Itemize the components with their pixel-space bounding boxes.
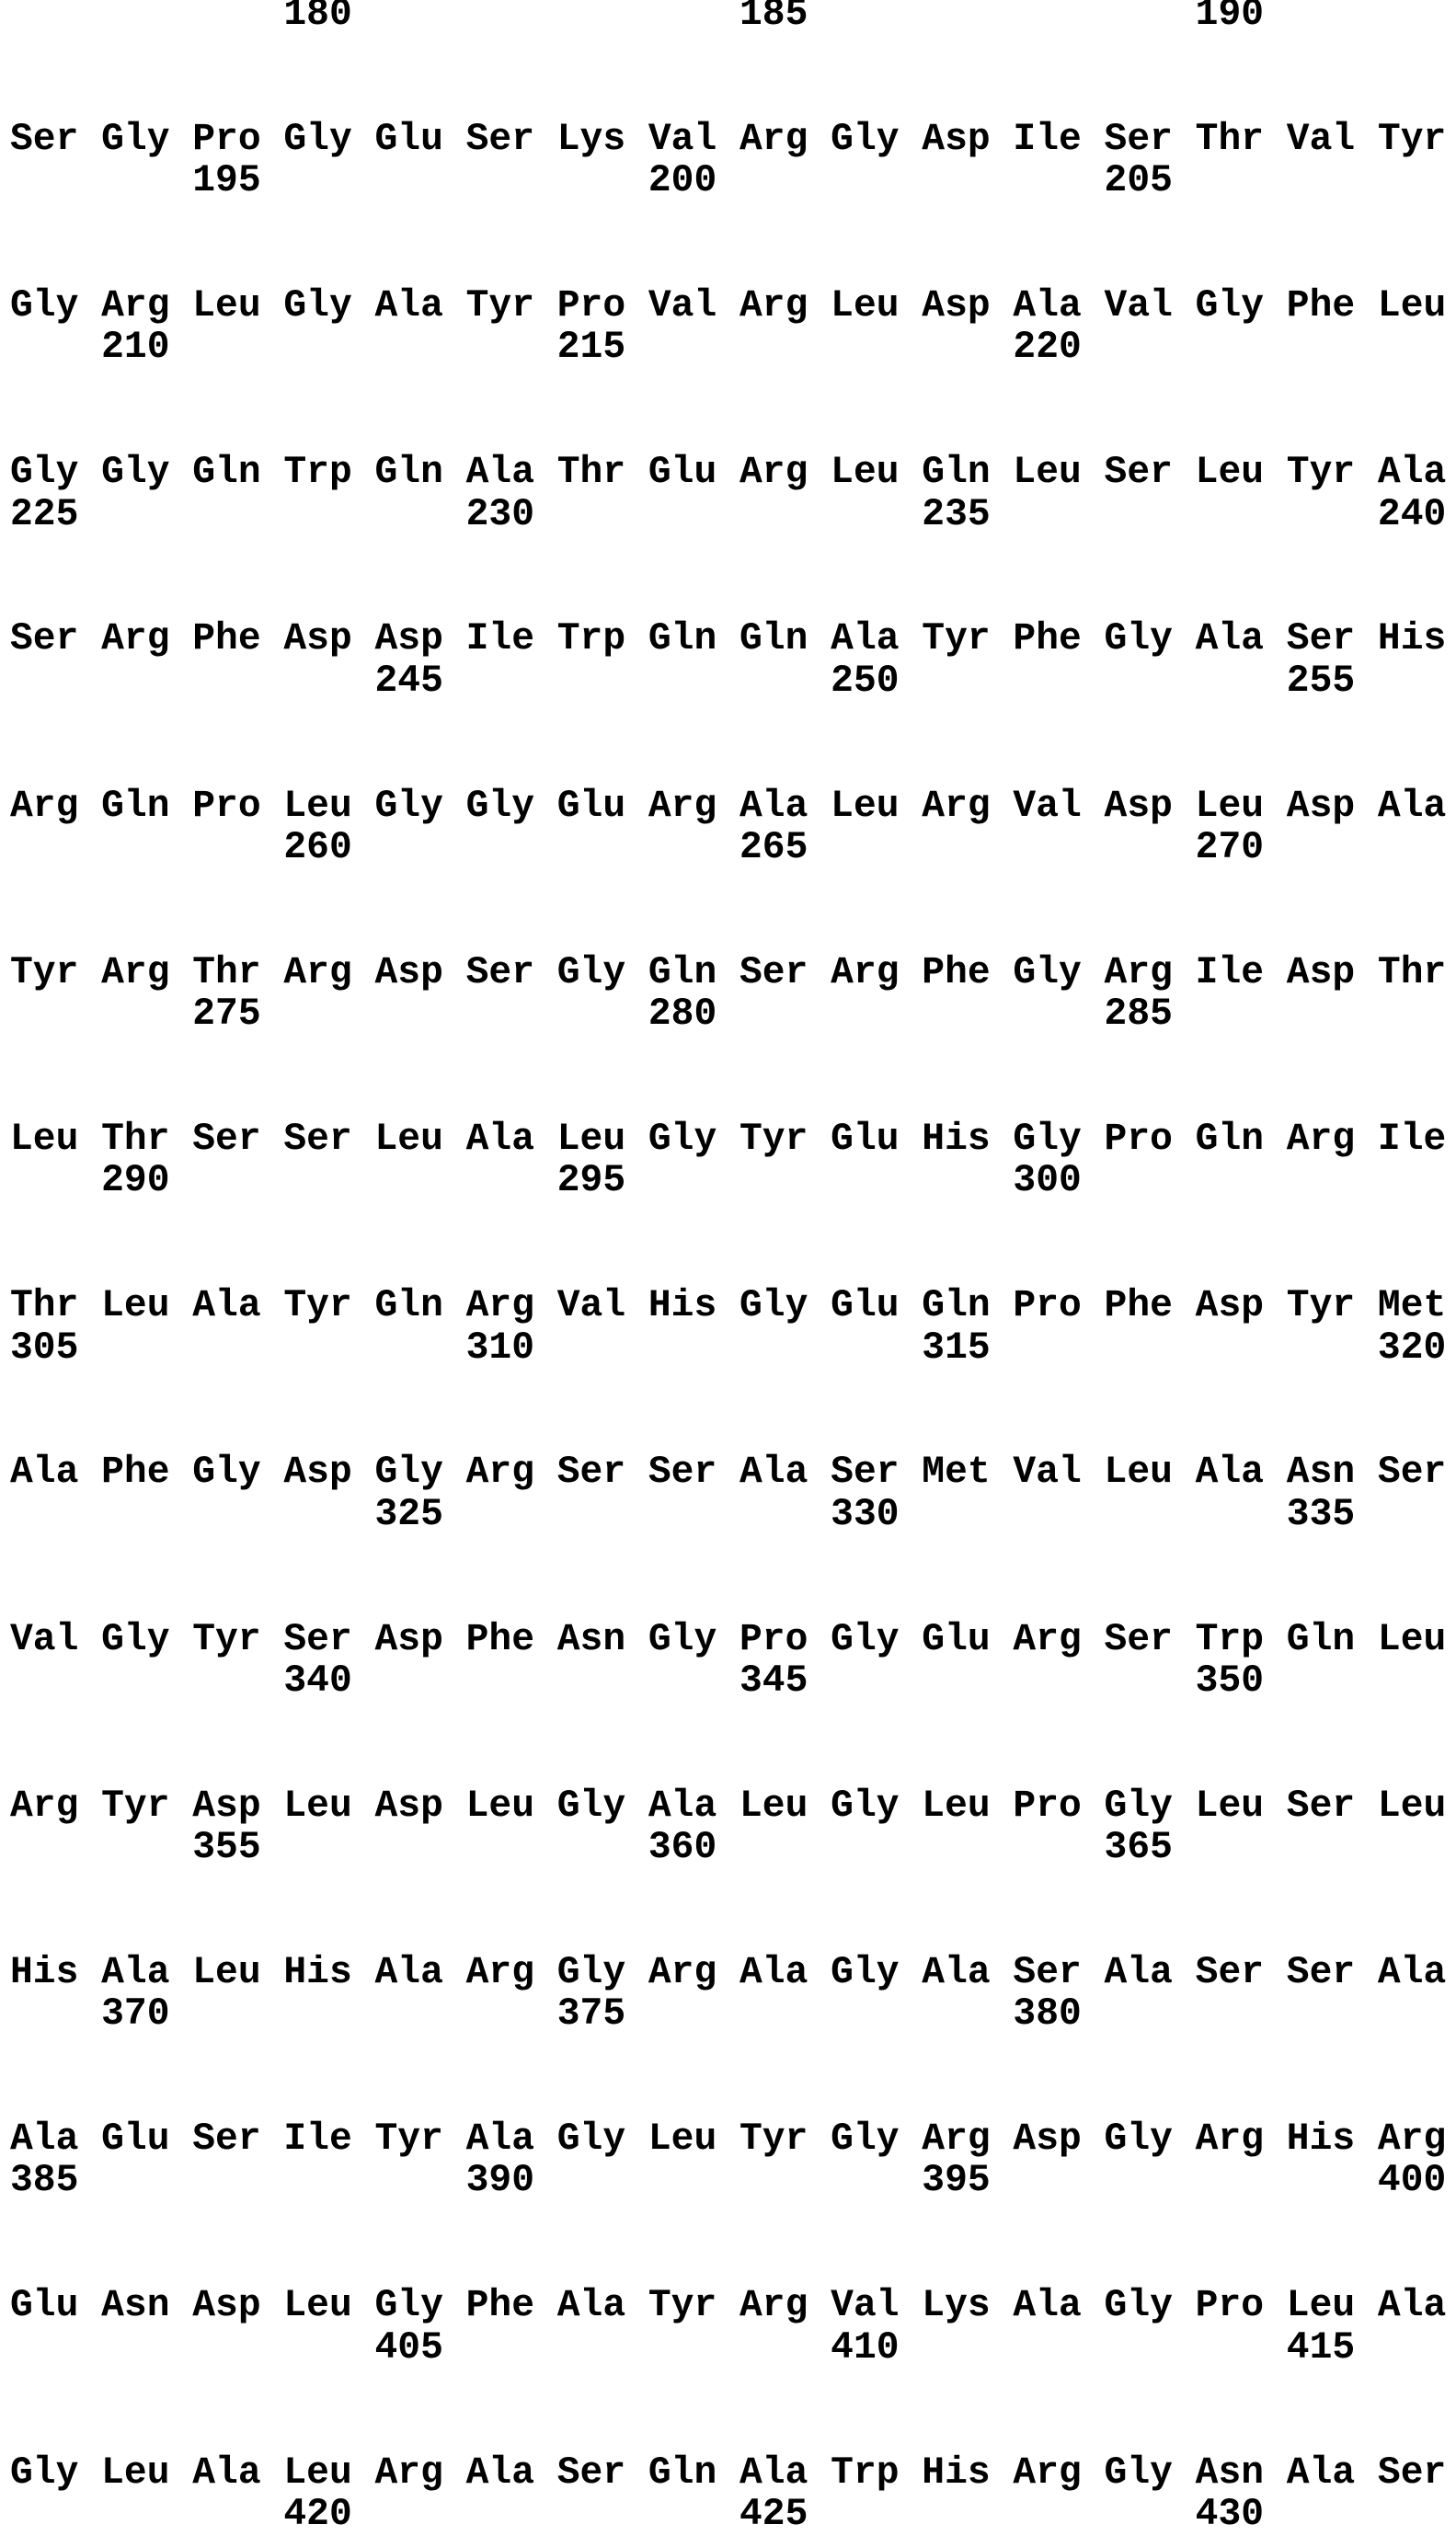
spacer-row <box>10 1203 1446 1245</box>
sequence-row: Tyr Arg Thr Arg Asp Ser Gly Gln Ser Arg Phe Gly Arg Ile Asp Thr <box>10 951 1447 994</box>
spacer-row <box>10 2411 1446 2452</box>
sequence-row: Gly Gly Gln Trp Gln Ala Thr Glu Arg Leu Gln Leu Ser Leu Tyr Ala <box>10 452 1447 495</box>
spacer-row <box>10 2078 1446 2119</box>
sequence-row: Arg Tyr Asp Leu Asp Leu Gly Ala Leu Gly Leu Pro Gly Leu Ser Leu <box>10 1784 1447 1828</box>
residue-number-row: 405 410 415 <box>10 2326 1356 2370</box>
spacer-row <box>10 411 1446 453</box>
residue-number-row: 325 330 335 <box>10 1493 1356 1536</box>
spacer-row <box>10 1411 1446 1452</box>
spacer-row <box>10 744 1446 786</box>
sequence-row: Gly Arg Leu Gly Ala Tyr Pro Val Arg Leu Asp Ala Val Gly Phe Leu <box>10 285 1447 328</box>
sequence-row: Glu Asn Asp Leu Gly Phe Ala Tyr Arg Val Lys Ala Gly Pro Leu Ala <box>10 2285 1447 2328</box>
sequence-row: His Ala Leu His Ala Arg Gly Arg Ala Gly Ala Ser Ala Ser Ser Ala <box>10 1951 1447 1994</box>
residue-number-row: 420 425 430 <box>10 2493 1265 2536</box>
spacer-row <box>10 36 1446 77</box>
sequence-row: Ala Glu Ser Ile Tyr Ala Gly Leu Tyr Gly Arg Asp Gly Arg His Arg <box>10 2118 1447 2162</box>
sequence-row: Ala Phe Gly Asp Gly Arg Ser Ser Ala Ser Met Val Leu Ala Asn Ser <box>10 1452 1447 1495</box>
sequence-row: Arg Gln Pro Leu Gly Gly Glu Arg Ala Leu Arg Val Asp Leu Asp Ala <box>10 785 1447 828</box>
spacer-row <box>10 1536 1446 1578</box>
spacer-row <box>10 869 1446 911</box>
spacer-row <box>10 912 1446 953</box>
spacer-row <box>10 245 1446 286</box>
spacer-row <box>10 1911 1446 1953</box>
spacer-row <box>10 703 1446 744</box>
sequence-row: Ser Gly Pro Gly Glu Ser Lys Val Arg Gly Asp Ile Ser Thr Val Tyr <box>10 118 1447 161</box>
spacer-row <box>10 1245 1446 1286</box>
residue-number-row: 210 215 220 <box>10 327 1082 370</box>
spacer-row <box>10 1370 1446 1411</box>
residue-number-row: 355 360 365 <box>10 1827 1173 1870</box>
spacer-row <box>10 1703 1446 1744</box>
residue-number-row: 245 250 255 <box>10 660 1356 703</box>
residue-number-row: 290 295 300 <box>10 1160 1082 1203</box>
spacer-row <box>10 1578 1446 1619</box>
sequence-row: Thr Leu Ala Tyr Gln Arg Val His Gly Glu Gln Pro Phe Asp Tyr Met <box>10 1285 1447 1328</box>
spacer-row <box>10 1078 1446 1119</box>
sequence-row: Ser Arg Phe Asp Asp Ile Trp Gln Gln Ala Tyr Phe Gly Ala Ser His <box>10 618 1447 661</box>
residue-number-row: 385 390 395 400 <box>10 2160 1447 2203</box>
spacer-row <box>10 578 1446 619</box>
residue-number-row: 260 265 270 <box>10 826 1265 869</box>
residue-number-row: 305 310 315 320 <box>10 1326 1447 1370</box>
residue-number-row: 180 185 190 <box>10 0 1265 36</box>
residue-number-row: 275 280 285 <box>10 993 1173 1037</box>
residue-number-row: 340 345 350 <box>10 1659 1265 1703</box>
residue-number-row: 370 375 380 <box>10 1993 1082 2037</box>
spacer-row <box>10 1744 1446 1785</box>
spacer-row <box>10 370 1446 411</box>
spacer-row <box>10 2370 1446 2411</box>
sequence-row: Val Gly Tyr Ser Asp Phe Asn Gly Pro Gly Glu Arg Ser Trp Gln Leu <box>10 1618 1447 1661</box>
residue-number-row: 225 230 235 240 <box>10 493 1447 536</box>
spacer-row <box>10 78 1446 120</box>
spacer-row <box>10 1869 1446 1911</box>
sequence-row: Leu Thr Ser Ser Leu Ala Leu Gly Tyr Glu His Gly Pro Gln Arg Ile <box>10 1119 1447 1162</box>
residue-number-row: 195 200 205 <box>10 160 1173 203</box>
spacer-row <box>10 2203 1446 2244</box>
spacer-row <box>10 2037 1446 2078</box>
spacer-row <box>10 1036 1446 1077</box>
spacer-row <box>10 536 1446 578</box>
spacer-row <box>10 202 1446 244</box>
sequence-row: Gly Leu Ala Leu Arg Ala Ser Gln Ala Trp His Arg Gly Asn Ala Ser <box>10 2451 1447 2495</box>
spacer-row <box>10 2244 1446 2286</box>
sequence-listing <box>10 0 1446 2536</box>
